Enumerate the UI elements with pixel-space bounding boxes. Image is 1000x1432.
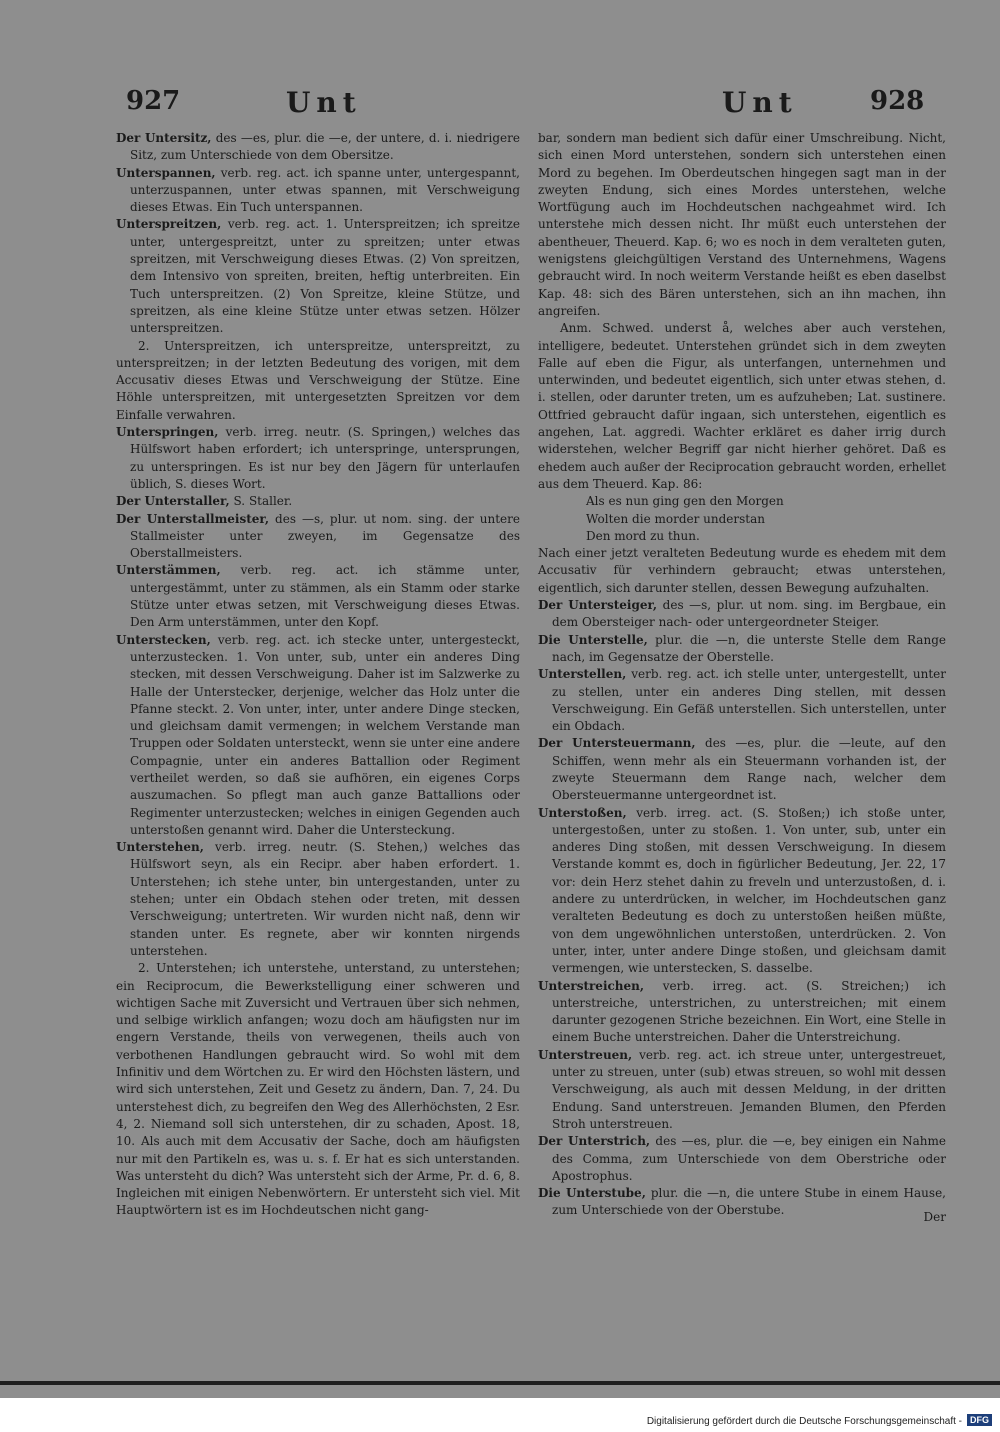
entry-headword: Unterstämmen, bbox=[116, 563, 221, 578]
dictionary-entry bbox=[538, 805, 946, 978]
entry-headword: Unterstellen, bbox=[538, 667, 627, 682]
entry-text: bar, sondern man bedient sich dafür einer Umschreibung. Nicht, sich einen Mord unterstehen, sondern sich unterstehen einen Mord zu begehen. Im Oberdeutschen hingegen sagt man in der zweyten Endung, sich eines Mordes unterstehen, welche Wortfügung auch im Hochdeutschen nachgeahmet wird. Ich unterstehe mich dessen nicht. Ihr müßt euch unterstehen der abentheuer, Theuerd. Kap. 6; wo es noch in dem veralteten guten, wenigstens gleichgültigen Verstand des Unternehmens, Wagens gebraucht wird. In noch weiterm Verstande heißt es eben daselbst Kap. 48: sich des Bären unterstehen, sich an ihn machen, ihn angreifen. bbox=[538, 131, 946, 318]
dictionary-entry bbox=[116, 424, 520, 493]
entry-headword: Die Unterstube, bbox=[538, 1186, 646, 1201]
dictionary-entry bbox=[538, 1047, 946, 1133]
entry-text: Den mord zu thun. bbox=[586, 528, 700, 543]
dfg-credit-text: Digitalisierung gefördert durch die Deutsche Forschungsgemeinschaft - bbox=[646, 1416, 962, 1427]
dictionary-entry bbox=[116, 562, 520, 631]
running-head-left: Unt bbox=[286, 86, 362, 119]
verse-quote-line bbox=[538, 511, 946, 528]
dictionary-entry bbox=[116, 839, 520, 960]
entry-text: des —es, plur. die —e, bey einigen ein Nahme des Comma, zum Unterschiede von dem Oberstriche oder Apostrophus. bbox=[552, 1134, 946, 1183]
entry-subsense bbox=[538, 320, 946, 493]
dictionary-entry bbox=[538, 597, 946, 632]
entry-text: verb. irreg. neutr. (S. Springen,) welches das Hülfswort haben erfordert; ich unterspringe, untersprungen, zu unterspringen. Es ist nur bey den Jägern für unterlaufen üblich, S. dieses Wort. bbox=[130, 425, 520, 491]
bottom-rule bbox=[0, 1381, 1000, 1385]
dictionary-entry bbox=[116, 165, 520, 217]
entry-headword: Unterstoßen, bbox=[538, 805, 627, 820]
entry-text: verb. irreg. act. (S. Stoßen;) ich stoße unter, untergestoßen, unter zu stoßen. 1. Von unter, sub, unter ein anderes Ding stoßen, mit dessen Verschweigung. In diesem Verstande kommt es, doch in figürlicher Bedeutung, Jer. 22, 17 vor: dein Herz stehet dahin zu freveln und unterzustoßen, d. i. andere zu unterdrücken, in welcher, im Hochdeutschen ganz veralteten Bedeutung es doch zu unterstoßen heißen müßte, von dem ungewöhnlichen unterstoßen, unterdrücken. 2. Von unter, inter, unter andere Dinge stoßen, und gleichsam damit vermengen, wie unterstecken, S. dasselbe. bbox=[552, 805, 946, 976]
entry-text: Wolten die morder understan bbox=[586, 511, 765, 526]
page-number-right: 928 bbox=[870, 86, 925, 116]
footer-bar bbox=[0, 1398, 1000, 1432]
entry-headword: Unterspringen, bbox=[116, 425, 219, 440]
left-column bbox=[116, 130, 520, 1220]
entry-headword: Unterstecken, bbox=[116, 632, 211, 647]
entry-text: verb. reg. act. ich stelle unter, untergestellt, unter zu stellen, unter ein anderes Ding stellen, mit dessen Verschweigung. Ein Gefäß unterstellen. Sich unterstellen, unter ein Obdach. bbox=[552, 667, 946, 734]
entry-text: verb. reg. act. ich spanne unter, untergespannt, unterzuspannen, unter etwas spannen, mit Verschweigung dieses Etwas. Ein Tuch unterspannen. bbox=[130, 165, 520, 215]
right-column bbox=[538, 130, 946, 1220]
entry-headword: Der Untersitz, bbox=[116, 131, 212, 145]
entry-text: plur. die —n, die untere Stube in einem Hause, zum Unterschiede von der Oberstube. bbox=[552, 1186, 946, 1218]
dictionary-entry bbox=[116, 493, 520, 510]
entry-text: Anm. Schwed. underst å, welches aber auch verstehen, intelligere, bedeutet. Unterstehen gründet sich in dem zweyten Falle auf eben die Figur, als unterfangen, unternehmen und unterwinden, und bedeutet eigentlich, sich unter etwas stehen, d. i. stellen, oder darunter treten, um es aufzuheben; Lat. sustinere. Ottfried gebraucht dafür ingaan, sich unterstehen, eigentlich es angehen, Lat. aggredi. Wachter erkläret es daher irrig durch widerstehen, welcher Begriff gar nicht hierher gehöret. Daß es ehedem auch außer der Reciprocation gebraucht worden, erhellet aus dem Theuerd. Kap. 86: bbox=[538, 321, 946, 491]
entry-headword: Die Unterstelle, bbox=[538, 632, 648, 647]
verse-quote-line bbox=[538, 528, 946, 545]
dictionary-entry bbox=[116, 130, 520, 165]
dictionary-entry bbox=[116, 511, 520, 563]
dfg-logo-icon: DFG bbox=[967, 1414, 992, 1426]
dictionary-entry bbox=[538, 632, 946, 667]
entry-text: des —es, plur. die —leute, auf den Schiffen, wenn mehr als ein Steuermann vorhanden ist, der zweyte Steuermann dem Range nach, welcher dem Obersteuermanne untergeordnet ist. bbox=[552, 736, 946, 803]
entry-text: des —es, plur. die —e, der untere, d. i. niedrigere Sitz, zum Unterschiede von dem Obersitze. bbox=[130, 131, 520, 163]
dictionary-entry bbox=[116, 632, 520, 840]
dictionary-entry bbox=[538, 1133, 946, 1185]
entry-headword: Der Unterstallmeister, bbox=[116, 511, 270, 526]
dictionary-entry bbox=[538, 1185, 946, 1220]
entry-headword: Der Untersteuermann, bbox=[538, 736, 696, 751]
entry-subsense bbox=[116, 960, 520, 1219]
entry-headword: Der Untersteiger, bbox=[538, 598, 658, 613]
entry-headword: Unterstreuen, bbox=[538, 1047, 633, 1062]
entry-text: 2. Unterspreitzen, ich unterspreitze, unterspreitzt, zu unterspreitzen; in der letzten Bedeutung des vorigen, mit dem Accusativ dieses Etwas und Verschweigung der Stütze. Eine Höhle unterspreitzen, mit untergesetzten Spreitzen vor dem Einfalle verwahren. bbox=[116, 338, 520, 422]
dictionary-entry bbox=[116, 216, 520, 337]
page-number-left: 927 bbox=[126, 86, 181, 116]
entry-text: 2. Unterstehen; ich unterstehe, unterstand, zu unterstehen; ein Reciprocum, die Bewerkstelligung einer schweren und wichtigen Sache mit Zuversicht und Vertrauen über sich nehmen, und selbige wirklich anfangen; wozu doch am häufigsten nur im engern Verstande, theils von verwegenen, theils auch von verbothenen Handlungen gebraucht wird. So wohl mit dem Infinitiv und dem Wörtchen zu. Er wird den Höchsten lästern, und wird sich unterstehen, Zeit und Gesetz zu ändern, Dan. 7, 24. Du unterstehest dich, zu begreifen den Weg des Allerhöchsten, 2 Esr. 4, 2. Niemand soll sich unterstehen, dir zu schaden, Apost. 18, 10. Als auch mit dem Accusativ der Sache, doch am häufigsten nur mit den Partikeln es, was u. s. f. Er hat es sich unterstanden. Was untersteht du dich? Was untersteht sich der Arme, Pr. d. 6, 8. Ingleichen mit einigen Nebenwörtern. Er untersteht sich viel. Mit Hauptwörtern ist es im Hochdeutschen nicht gang- bbox=[116, 961, 520, 1218]
entry-headword: Unterspreitzen, bbox=[116, 217, 222, 232]
dictionary-entry bbox=[538, 666, 946, 735]
entry-text: des —s, plur. ut nom. sing. im Bergbaue, ein dem Obersteiger nach- oder untergeordneter Steiger. bbox=[552, 598, 946, 630]
entry-text: verb. reg. act. ich stecke unter, untergesteckt, unterzustecken. 1. Von unter, sub, unter ein anderes Ding stecken, mit dessen Verschweigung. Daher ist im Salzwerke zu Halle der Unterstecker, derjenige, welcher das Holz unter die Pfanne steckt. 2. Von unter, inter, unter andere Dinge stecken, und gleichsam damit vermengen; in welchem Verstande man Truppen oder Soldaten untersteckt, wenn sie unter eine andere Compagnie, unter ein anderes Battallion oder Regiment vertheilet werden, so daß sie aufhören, ein eigenes Corps auszumachen. So pflegt man auch ganze Battallions oder Regimenter unterzustecken; welches in einigen Gegenden auch unterstoßen genannt wird. Daher die Untersteckung. bbox=[130, 632, 520, 837]
entry-continuation bbox=[538, 545, 946, 597]
entry-text: Als es nun ging gen den Morgen bbox=[586, 494, 784, 509]
entry-headword: Unterspannen, bbox=[116, 165, 216, 180]
entry-text: verb. reg. act. ich stämme unter, untergestämmt, unter zu stämmen, als ein Stamm oder starke Stütze unter etwas setzen, mit Verschweigung dieses Etwas. Den Arm unterstämmen, unter den Kopf. bbox=[130, 563, 520, 630]
entry-text: verb. irreg. act. (S. Streichen;) ich unterstreiche, unterstrichen, zu unterstreichen; mit einem darunter gezogenen Striche bezeichnen. Ein Wort, eine Stelle in einem Buche unterstreichen. Daher die Unterstreichung. bbox=[552, 978, 946, 1045]
verse-quote-line bbox=[538, 493, 946, 510]
entry-headword: Der Unterstaller, bbox=[116, 494, 230, 509]
entry-text: verb. irreg. neutr. (S. Stehen,) welches das Hülfswort seyn, als ein Recipr. aber haben erfordert. 1. Unterstehen; ich stehe unter, bin untergestanden, unter zu stehen; unter ein Obdach stehen oder treten, mit dessen Verschweigung; untertreten. Wir wurden nicht naß, denn wir standen unter. Es regnete, aber wir konnten nirgends unterstehen. bbox=[130, 840, 520, 958]
entry-text: plur. die —n, die unterste Stelle dem Range nach, im Gegensatze der Oberstelle. bbox=[552, 632, 946, 664]
entry-headword: Unterstreichen, bbox=[538, 978, 645, 993]
entry-text: verb. reg. act. 1. Untersprei⁠tzen; ich spreitze unter, untergespreitzt, unter zu spreitzen; unter etwas spreitzen, mit Verschweigung dieses Etwas. (2) Von spreitzen, dem Intensivo von spreiten, breiten, heftig unterbreiten. Ein Tuch unterspreitzen. (2) Von Spreitze, kleine Stütze, und spreitzen, als eine kleine Stütze unter etwas setzen. Hölzer unterspreitzen. bbox=[130, 217, 520, 336]
entry-headword: Unterstehen, bbox=[116, 840, 204, 855]
entry-subsense bbox=[116, 338, 520, 424]
running-head-right: Unt bbox=[722, 86, 798, 119]
catchword: Der bbox=[923, 1210, 946, 1224]
entry-text: Nach einer jetzt veralteten Bedeutung wurde es ehedem mit dem Accusativ für verhindern gebraucht; etwas unterstehen, eigentlich, sich darunter stellen, dessen Bewegung aufzuhalten. bbox=[538, 546, 946, 595]
entry-text: des —s, plur. ut nom. sing. der untere Stallmeister unter zweyen, im Gegensatze des Oberstallmeisters. bbox=[130, 511, 520, 561]
entry-continuation bbox=[538, 130, 946, 320]
entry-headword: Der Unterstrich, bbox=[538, 1134, 651, 1149]
entry-text: S. Staller. bbox=[233, 494, 293, 509]
dictionary-entry bbox=[538, 735, 946, 804]
dictionary-entry bbox=[538, 978, 946, 1047]
entry-text: verb. reg. act. ich streue unter, untergestreuet, unter zu streuen, unter (sub) etwas streuen, so wohl mit dessen Verschweigung, als auch mit dessen Meldung, in der dritten Endung. Sand unterstreuen. Jemanden Blumen, den Pferden Stroh unterstreuen. bbox=[552, 1047, 946, 1131]
